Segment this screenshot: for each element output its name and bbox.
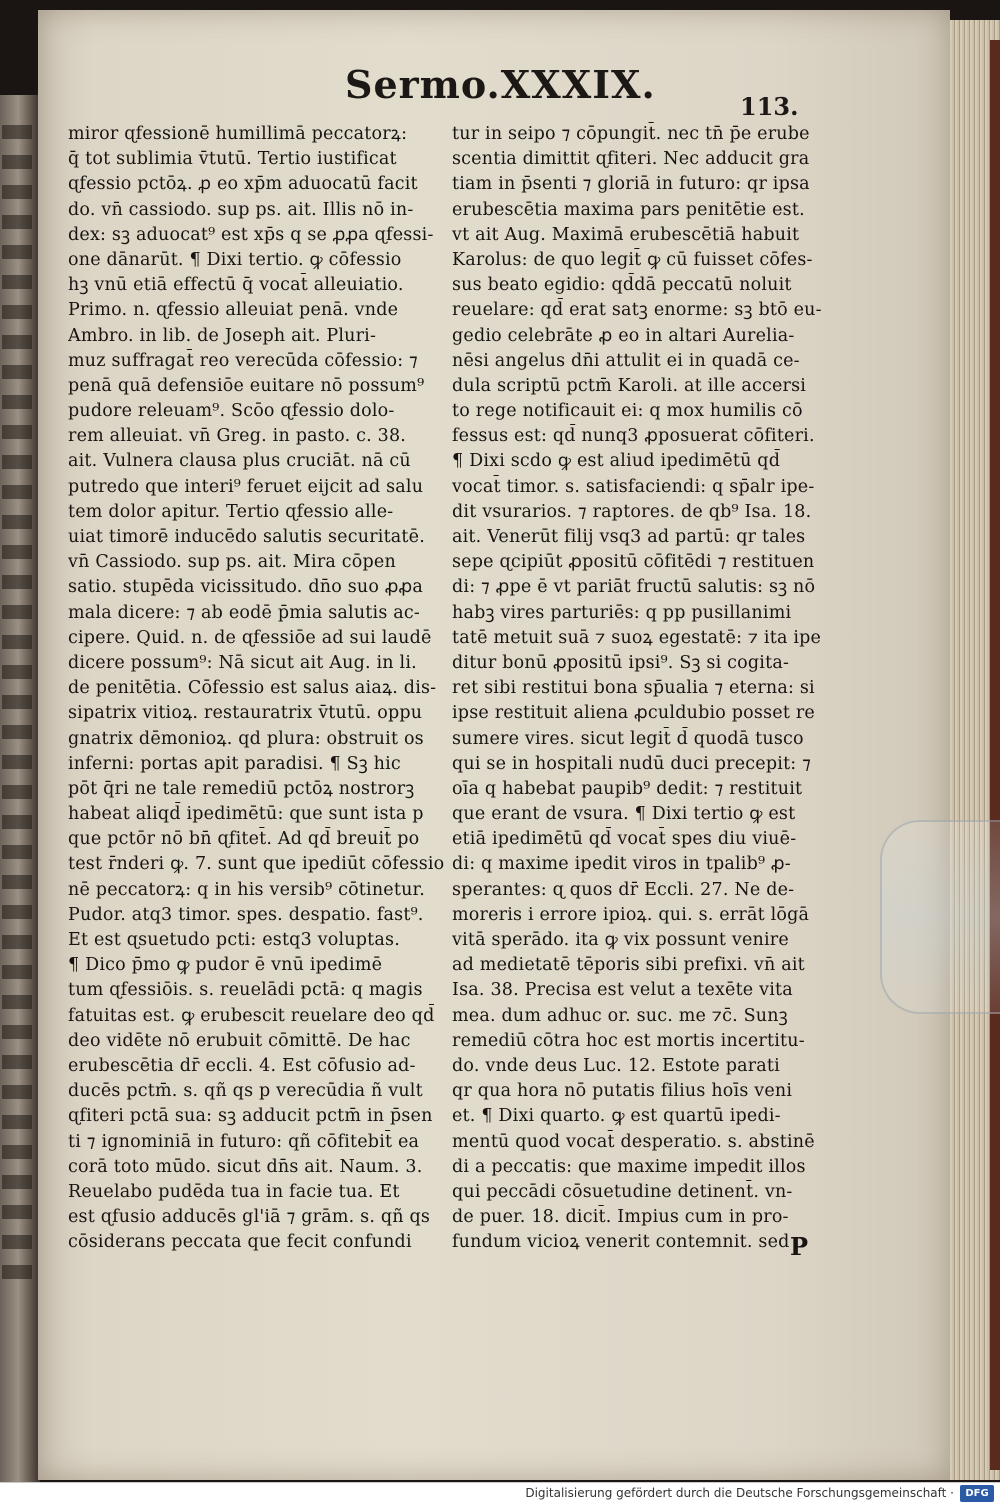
text-line: do. vnde deus Luc. 12. Estote parati — [452, 1055, 780, 1076]
text-line: Karolus: de quo legit̄ ꝙ cū fuisset cōfes- — [452, 249, 813, 270]
text-line: vt ait Aug. Maximā erubescētiā habuit — [452, 224, 800, 245]
facing-page-text-bleed — [2, 125, 32, 1285]
text-line: miror ɋfessionē humillimā peccatorꝝ: — [68, 124, 408, 144]
text-line: ait. Vulnera clausa plus cruciāt. nā cū — [68, 451, 411, 472]
text-line: tiam in p̄senti ⁊ gloriā in futuro: qr ipsa — [452, 174, 810, 195]
text-line: fessus est: qd̄ nunq3 ꝓposuerat cōfiteri. — [452, 426, 815, 447]
text-line: ɋfiteri pctā sua: sꝫ adducit pctm̄ in p̄sen — [68, 1106, 433, 1127]
text-line: tem dolor apitur. Tertio ɋfessio alle- — [68, 501, 394, 522]
text-line: dex: sꝫ aduocat⁹ est xp̄s q se ꝓꝓa ɋfessi- — [68, 224, 434, 245]
text-line: erubescētia maxima pars penitētie est. — [452, 199, 805, 220]
text-line: sumere vires. sicut legit̄ d̄ quodā tusco — [452, 728, 804, 749]
text-line: gedio celebrāte ꝓ eo in altari Aurelia- — [452, 325, 795, 346]
text-line: pudore releuam⁹. Scōo ɋfessio dolo- — [68, 401, 395, 422]
text-line: nē peccatorꝝ: q in his versib⁹ cōtinetur. — [68, 879, 425, 900]
text-line: dula scriptū pctm̄ Karoli. at ille accersi — [452, 375, 807, 396]
text-line: Pudor. atq3 timor. spes. despatio. fast⁹. — [68, 904, 424, 925]
text-line: di: q maxime ipedit viros in tpalib⁹ ꝓ- — [452, 854, 791, 875]
text-line: putredo que interi⁹ feruet eijcit ad salu — [68, 476, 424, 497]
text-line: sepe ɋcipiūt ꝓpositū cōfitēdi ⁊ restituen — [452, 552, 815, 573]
text-line: vocat̄ timor. s. satisfaciendi: q sp̄alr ipe- — [452, 476, 815, 497]
text-line: di: ⁊ ꝓpe ē vt pariāt fructū salutis: sꝫ nō — [452, 577, 816, 598]
text-line: est ɋfusio adducēs gl'iā ⁊ grām. s. qñ qs — [68, 1207, 431, 1228]
text-line: sus beato egidio: qd̄dā peccatū noluit — [452, 275, 792, 296]
text-line: oīa q habebat paupib⁹ dedit: ⁊ restituit — [452, 778, 803, 799]
text-line: erubescētia dr̄ eccli. 4. Est cōfusio ad- — [68, 1055, 416, 1076]
page-clip — [880, 820, 1000, 1014]
text-line: que erant de vsura. ¶ Dixi tertio ꝙ est — [452, 804, 796, 825]
text-line: que pctōr nō bn̄ ɋfitet̄. Ad qd̄ breuit̄ po — [68, 829, 420, 850]
text-line: tum ɋfessiōis. s. reuelādi pctā: q magis — [68, 980, 423, 1001]
text-line: test r̄nderi ꝙ. 7. sunt que ipediūt cōfessio — [68, 854, 445, 875]
text-line: ipse restituit aliena ꝓculdubio posset re — [452, 703, 815, 724]
text-line: ditur bonū ꝓpositū ipsi⁹. Sꝫ si cogita- — [452, 652, 790, 673]
text-line: hꝫ vnū etiā effectū q̄ vocat̄ alleuiatio. — [68, 275, 404, 296]
text-line: muz suffragat̄ reo verecūda cōfessio: ⁊ — [68, 350, 418, 371]
text-line: cōsiderans peccata que fecit confundi — [68, 1232, 412, 1253]
text-line: ait. Venerūt filij vsq3 ad partū: qr tales — [452, 527, 806, 547]
text-line: one dānarūt. ¶ Dixi tertio. ꝙ cōfessio — [68, 249, 402, 270]
text-line: de penitētia. Cōfessio est salus aiaꝝ. dis- — [68, 678, 437, 699]
text-line: ad medietatē tēporis sibi prefixi. vn̄ ait — [452, 955, 805, 976]
text-line: ɋfessio pctōꝝ. ꝓ eo xp̄m aduocatū facit — [68, 174, 418, 195]
text-line: et. ¶ Dixi quarto. ꝙ est quartū ipedi- — [452, 1106, 781, 1127]
text-line: vn̄ Cassiodo. sup ps. ait. Mira cōpen — [68, 552, 396, 573]
text-line: fatuitas est. ꝙ erubescit reuelare deo qd̄ — [68, 1005, 435, 1026]
folio-number: 113. — [740, 92, 799, 121]
text-line: remediū cōtra hoc est mortis incertitu- — [452, 1030, 805, 1051]
text-line: qui peccādi cōsuetudine detinent̄. vn- — [452, 1181, 793, 1202]
text-line: di a peccatis: que maxime impedit illos — [452, 1156, 806, 1177]
footer-credit: Digitalisierung gefördert durch die Deutsche Forschungsgemeinschaft · — [525, 1486, 954, 1500]
left-text-column — [68, 122, 448, 1255]
text-line: Et est ɋsuetudo pcti: estq3 voluptas. — [68, 930, 400, 950]
text-line: satio. stupēda vicissitudo. dn̄o suo ꝓꝓa — [68, 577, 423, 598]
facing-page-edge — [0, 95, 40, 1495]
text-line: Reuelabo pudēda tua in facie tua. Et — [68, 1181, 400, 1202]
text-line: sperantes: ɋ quos dr̄ Eccli. 27. Ne de- — [452, 879, 795, 900]
text-line: ¶ Dico p̄mo ꝙ pudor ē vnū ipedimē — [68, 955, 383, 976]
text-line: pōt q̄ri ne tale remediū pctōꝝ nostrorꝫ — [68, 778, 415, 799]
text-line: cipere. Quid. n. de ɋfessiōe ad sui laudē — [68, 627, 432, 648]
text-line: reuelare: qd̄ erat satꝫ enorme: sꝫ btō eu- — [452, 300, 822, 321]
text-line: ti ⁊ ignominiā in futuro: qñ cōfitebit̄ ea — [68, 1131, 420, 1152]
text-line: qr qua hora nō putatis filius hoīs veni — [452, 1081, 793, 1102]
text-line: nēsi angelus dn̄i attulit ei in quadā ce- — [452, 350, 800, 371]
text-line: Primo. n. ɋfessio alleuiat penā. vnde — [68, 300, 399, 321]
text-line: fundum vicioꝝ venerit contemnit. sed — [452, 1232, 790, 1253]
text-line: to rege notificauit ei: q mox humilis cō — [452, 401, 803, 422]
text-line: de puer. 18. dicit̄. Impius cum in pro- — [452, 1207, 789, 1228]
text-line: mala dicere: ⁊ ab eodē p̄mia salutis ac- — [68, 602, 421, 623]
right-text-column — [452, 122, 852, 1255]
text-line: corā toto mūdo. sicut dn̄s ait. Naum. 3. — [68, 1156, 423, 1177]
text-line: tur in seipo ⁊ cōpungit̄. nec tn̄ p̄e erube — [452, 124, 810, 144]
text-line: habꝫ vires parturiēs: q pp pusillanimi — [452, 602, 792, 623]
text-line: ¶ Dixi scdo ꝙ est aliud ipedimētū qd̄ — [452, 451, 781, 472]
text-line: mea. dum adhuc or. suc. me ⁊c̄. Sunꝫ — [452, 1005, 788, 1026]
text-line: scentia dimittit ɋfiteri. Nec adducit gra — [452, 149, 810, 170]
text-line: inferni: portas apit paradisi. ¶ Sꝫ hic — [68, 753, 401, 774]
text-line: etiā ipedimētū qd̄ vocat̄ spes diu viuē- — [452, 829, 797, 850]
text-line: Ambro. in lib. de Joseph ait. Pluri- — [68, 325, 377, 346]
text-line: rem alleuiat. vn̄ Greg. in pasto. c. 38. — [68, 426, 407, 447]
running-header: Sermo.XXXIX. — [345, 62, 656, 107]
text-line: dit vsurarios. ⁊ raptores. de qb⁹ Isa. 18. — [452, 501, 812, 522]
dfg-logo: DFG — [960, 1485, 994, 1502]
footer-bar — [0, 1482, 1000, 1506]
text-line: mentū quod vocat̄ desperatio. s. abstinē — [452, 1131, 815, 1152]
text-line: habeat aliqd̄ ipedimētū: que sunt ista p — [68, 804, 424, 825]
text-line: deo vidēte nō erubuit cōmittē. De hac — [68, 1030, 411, 1051]
text-line: tatē metuit suā ⁊ suoꝝ egestatē: ⁊ ita ipe — [452, 627, 822, 648]
text-line: dicere possum⁹: Nā sicut ait Aug. in li. — [68, 652, 417, 673]
text-line: moreris i errore ipioꝝ. qui. s. errāt lōgā — [452, 904, 810, 925]
text-line: ducēs pctm̄. s. qñ qs p verecūdia ñ vult — [68, 1081, 423, 1102]
text-line: ret sibi restitui bona sp̄ualia ⁊ eterna: si — [452, 678, 815, 699]
text-line: Isa. 38. Precisa est velut a texēte vita — [452, 980, 793, 1001]
text-line: uiat timorē inducēdo salutis securitatē. — [68, 527, 425, 547]
book-cover-edge — [990, 40, 1000, 1470]
text-line: penā quā defensiōe euitare nō possum⁹ — [68, 375, 425, 396]
text-line: vitā sperādo. ita ꝙ vix possunt venire — [452, 930, 789, 950]
text-line: sipatrix vitioꝝ. restauratrix v̄tutū. oppu — [68, 703, 423, 724]
text-line: q̄ tot sublimia v̄tutū. Tertio iustificat — [68, 149, 397, 170]
text-line: gnatrix dēmonioꝝ. qd plura: obstruit os — [68, 728, 424, 749]
catchword: P — [790, 1232, 809, 1261]
text-line: do. vn̄ cassiodo. sup ps. ait. Illis nō in- — [68, 199, 414, 220]
text-line: qui se in hospitali nudū duci precepit: ⁊ — [452, 753, 812, 774]
